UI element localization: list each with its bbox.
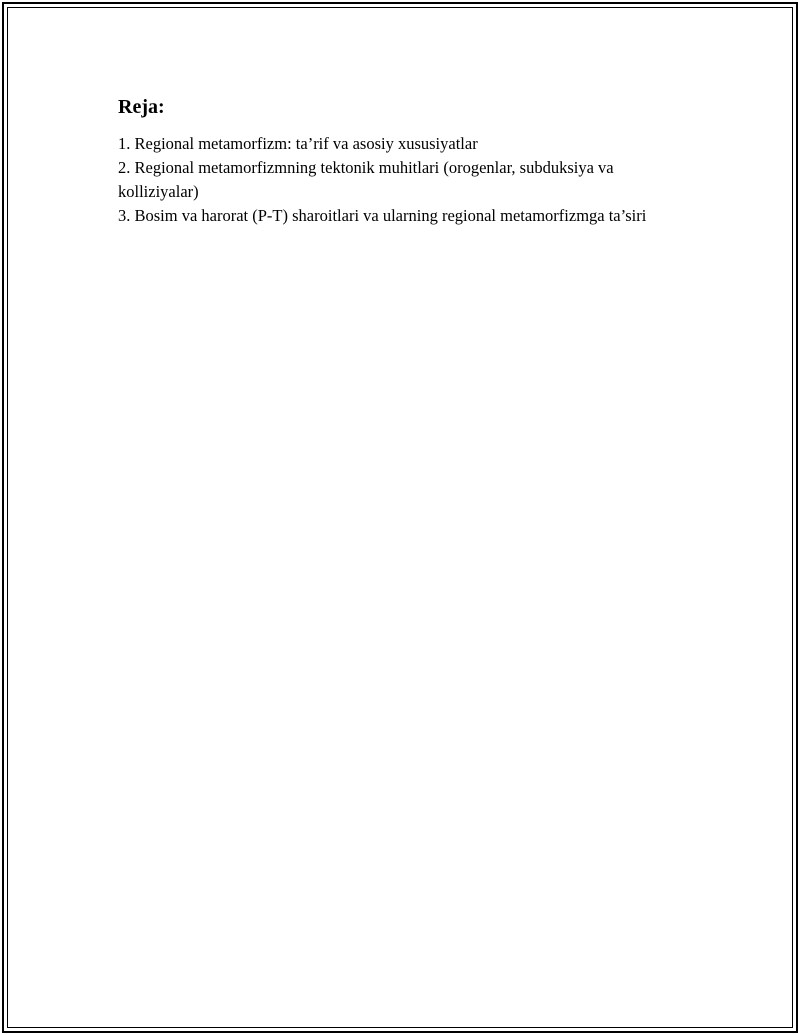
plan-item-3: 3. Bosim va harorat (P-T) sharoitlari va ularning regional metamorfizmga ta’siri (118, 206, 647, 225)
plan-heading: Reja: (118, 96, 165, 118)
plan-item-2: 2. Regional metamorfizmning tektonik muhitlari (orogenlar, subduksiya va kolliziyalar) (118, 158, 614, 201)
plan-list (118, 132, 688, 228)
plan-item-1: 1. Regional metamorfizm: ta’rif va asosiy xususiyatlar (118, 134, 478, 153)
plan-section (118, 94, 688, 228)
